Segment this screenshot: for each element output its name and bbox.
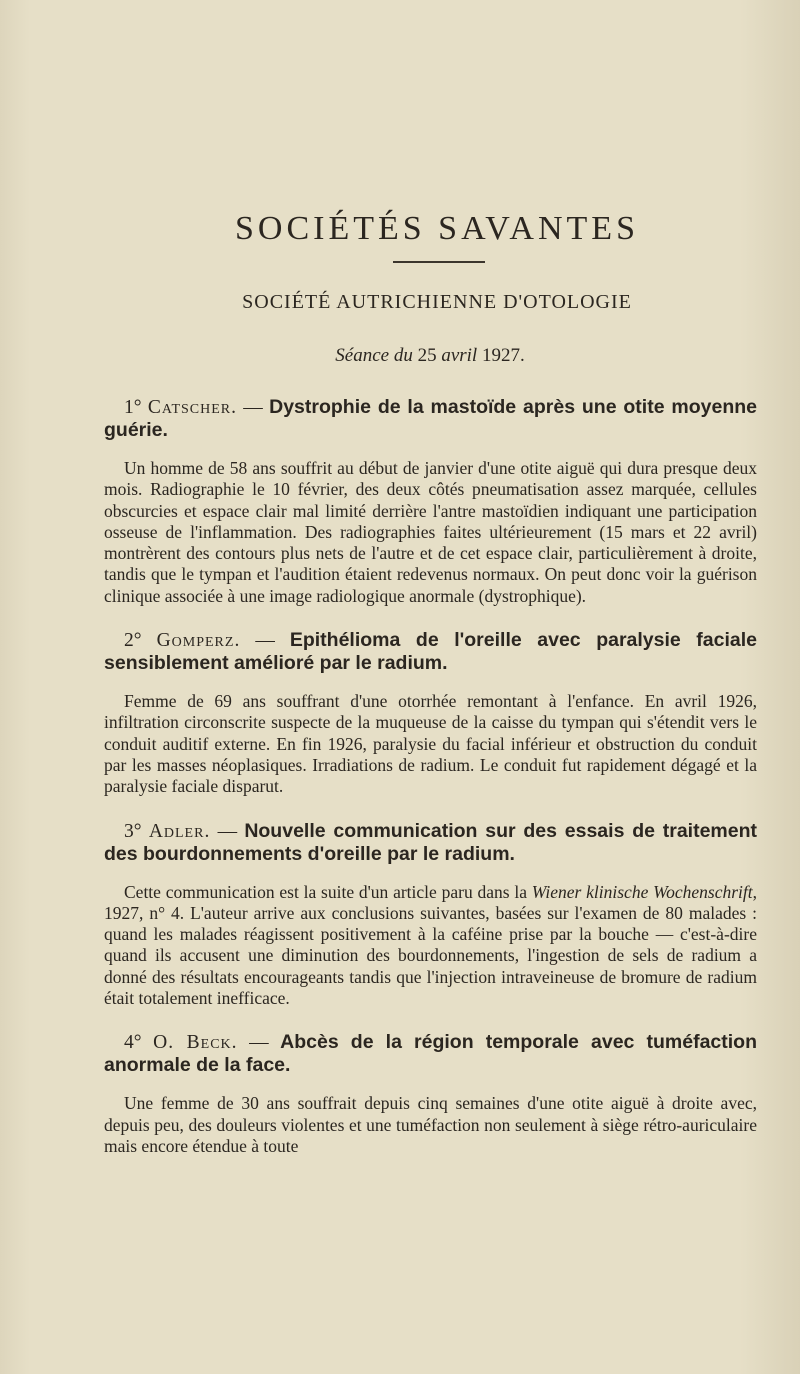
text-before: Cette communication est la suite d'un article paru dans la xyxy=(124,881,532,902)
communication-text xyxy=(104,882,757,1010)
session-day: 25 xyxy=(417,345,437,366)
session-label: Séance du xyxy=(335,345,413,366)
communication-heading xyxy=(104,1031,757,1077)
title-rule xyxy=(393,261,485,263)
dash: — xyxy=(240,630,290,652)
section-title: SOCIÉTÉS SAVANTES xyxy=(235,210,639,247)
item-number: 2° xyxy=(124,630,142,652)
item-number: 3° xyxy=(124,820,142,842)
dash: — xyxy=(237,397,270,418)
communication-text: Un homme de 58 ans souffrit au début de janvier d'une otite aiguë qui dura presque deux mois. Radiographie le 10 février, des deux côtés pneumatisation assez marquée, cellules obscurcies et espace clair mal limité derrière l'antre mastoïdien indiquant une participation osseuse de l'inflammation. Des radiographies faites ultérieurement (15 mars et 22 avril) montrèrent des contours plus nets de l'autre et de cet espace clair, particulièrement à droite, tandis que le tympan et l'audition étaient redevenus normaux. On peut donc voir la guérison clinique associée à une image radiologique anormale (dystrophique). xyxy=(104,458,757,606)
session-month: avril xyxy=(441,345,478,366)
communication-title: Nouvelle communication sur des essais de traitement des bourdonnements d'oreille par le radium. xyxy=(104,819,758,865)
communication-heading xyxy=(104,820,757,866)
communication-4 xyxy=(104,1031,757,1157)
session-date xyxy=(0,345,800,367)
communication-text: Une femme de 30 ans souffrait depuis cinq semaines d'une otite aiguë à droite avec, depuis peu, des douleurs violentes et une tuméfaction non seulement à siège rétro-auriculaire mais encore étendue à toute xyxy=(104,1093,757,1156)
author: O. Beck. xyxy=(153,1032,238,1054)
item-number: 1° xyxy=(124,397,142,418)
communication-heading xyxy=(104,629,757,675)
communication-text: Femme de 69 ans souffrant d'une otorrhée remontant à l'enfance. En avril 1926, infiltration circonscrite suspecte de la muqueuse de la caisse du tympan qui s'étendit vers le conduit auditif externe. En fin 1926, paralysie du facial inférieur et obstruction du conduit par les masses néoplasiques. Irradiations de radium. Le conduit fut rapidement dégagé et la paralysie faciale disparut. xyxy=(104,691,757,797)
journal-name: Wiener klinische Wochenschrift xyxy=(531,881,753,902)
author: Gomperz. xyxy=(156,630,241,652)
text-after: , 1927, n° 4. L'auteur arrive aux conclusions suivantes, basées sur l'examen de 80 malades : quand les malades réagissent positivement à la caféine prise par la bouche — c'est-à-dire quand ils accusent une diminution des bourdonnements, l'ingestion de sels de radium a donné des résultats encourageants tandis que l'injection intraveineuse de bromure de radium était totalement inefficace. xyxy=(104,881,757,1009)
society-name: SOCIÉTÉ AUTRICHIENNE D'OTOLOGIE xyxy=(242,291,632,313)
communication-2 xyxy=(104,629,757,797)
dash: — xyxy=(237,1032,281,1054)
communication-heading xyxy=(104,396,757,442)
communication-title: Dystrophie de la mastoïde après une otite moyenne guérie. xyxy=(104,396,758,441)
communication-1 xyxy=(104,396,757,607)
item-number: 4° xyxy=(124,1032,142,1054)
author: Catscher. xyxy=(147,397,237,418)
article-body xyxy=(104,396,757,1179)
author: Adler. xyxy=(148,820,211,842)
session-year: 1927. xyxy=(481,345,525,366)
communication-3 xyxy=(104,820,757,1010)
communication-title: Abcès de la région temporale avec tuméfaction anormale de la face. xyxy=(104,1031,757,1077)
communication-title: Epithélioma de l'oreille avec paralysie faciale sensiblement amélioré par le radium. xyxy=(104,629,758,675)
dash: — xyxy=(210,820,245,842)
